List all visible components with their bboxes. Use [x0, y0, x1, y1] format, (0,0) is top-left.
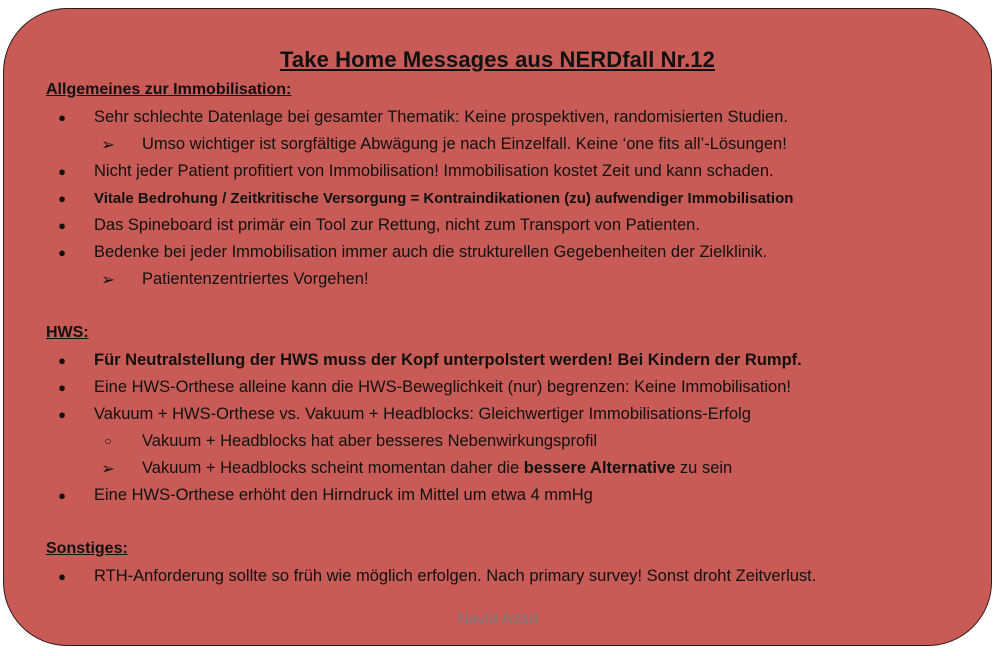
list-item	[58, 405, 751, 424]
list-item	[58, 108, 788, 127]
list-item-text: Nicht jeder Patient profitiert von Immobilisation! Immobilisation kostet Zeit und kann schaden.	[94, 162, 774, 180]
list-item-text-after: zu sein	[675, 459, 733, 477]
bullet-icon: ●	[58, 245, 66, 260]
list-item-text: Das Spineboard ist primär ein Tool zur Rettung, nicht zum Transport von Patienten.	[94, 216, 700, 234]
list-item-text: Vitale Bedrohung / Zeitkritische Versorgung = Kontraindikationen (zu) aufwendiger Immobilisation	[94, 190, 794, 207]
list-item	[58, 243, 768, 262]
arrow-bullet-icon: ➢	[101, 271, 115, 289]
list-item-text: Sehr schlechte Datenlage bei gesamter Thematik: Keine prospektiven, randomisierten Studien.	[94, 108, 788, 126]
section-heading-hws: HWS:	[46, 324, 89, 341]
list-item-text: Bedenke bei jeder Immobilisation immer auch die strukturellen Gegebenheiten der Zielklinik.	[94, 243, 768, 261]
section-heading-immobilisation: Allgemeines zur Immobilisation:	[46, 81, 292, 98]
list-item-text: RTH-Anforderung sollte so früh wie möglich erfolgen. Nach primary survey! Sonst droht Zeitverlust.	[94, 567, 817, 585]
bullet-icon: ●	[58, 407, 66, 422]
arrow-bullet-icon: ➢	[101, 136, 115, 154]
list-item-text-before: Vakuum + Headblocks scheint momentan daher die	[142, 459, 524, 477]
list-item	[58, 567, 817, 586]
bullet-icon: ●	[58, 380, 66, 395]
list-item-text: Eine HWS-Orthese alleine kann die HWS-Beweglichkeit (nur) begrenzen: Keine Immobilisation!	[94, 378, 791, 396]
list-item-text: Eine HWS-Orthese erhöht den Hirndruck im Mittel um etwa 4 mmHg	[94, 486, 593, 504]
list-item	[101, 459, 733, 478]
bullet-icon: ●	[58, 191, 66, 206]
list-item-text: Patientenzentriertes Vorgehen!	[142, 270, 369, 288]
list-item	[104, 432, 598, 451]
list-item	[58, 378, 791, 397]
list-item	[101, 135, 787, 154]
list-item	[58, 189, 794, 208]
list-item-text-bold: bessere Alternative	[523, 459, 676, 477]
list-item	[58, 162, 774, 181]
list-item	[58, 216, 700, 235]
bullet-icon: ●	[58, 218, 66, 233]
bullet-icon: ●	[58, 569, 66, 584]
bullet-icon: ●	[58, 110, 66, 125]
list-item	[58, 351, 802, 370]
list-item-text: Vakuum + Headblocks hat aber besseres Nebenwirkungsprofil	[142, 432, 598, 450]
bullet-icon: ●	[58, 488, 66, 503]
list-item-text: Für Neutralstellung der HWS muss der Kopf unterpolstert werden! Bei Kindern der Rumpf.	[94, 351, 802, 369]
author-credit: Navid Azad	[457, 611, 538, 628]
circle-bullet-icon: ○	[104, 434, 112, 448]
bullet-icon: ●	[58, 164, 66, 179]
arrow-bullet-icon: ➢	[101, 460, 115, 478]
list-item	[58, 486, 593, 505]
take-home-card	[3, 8, 992, 646]
section-heading-sonstiges: Sonstiges:	[46, 540, 128, 557]
list-item-text: Umso wichtiger ist sorgfältige Abwägung je nach Einzelfall. Keine ‘one fits all’-Lösungen!	[142, 135, 787, 153]
list-item	[101, 270, 369, 289]
page-title: Take Home Messages aus NERDfall Nr.12	[280, 47, 715, 72]
list-item-text: Vakuum + HWS-Orthese vs. Vakuum + Headblocks: Gleichwertiger Immobilisations-Erfolg	[94, 405, 751, 423]
bullet-icon: ●	[58, 353, 66, 368]
